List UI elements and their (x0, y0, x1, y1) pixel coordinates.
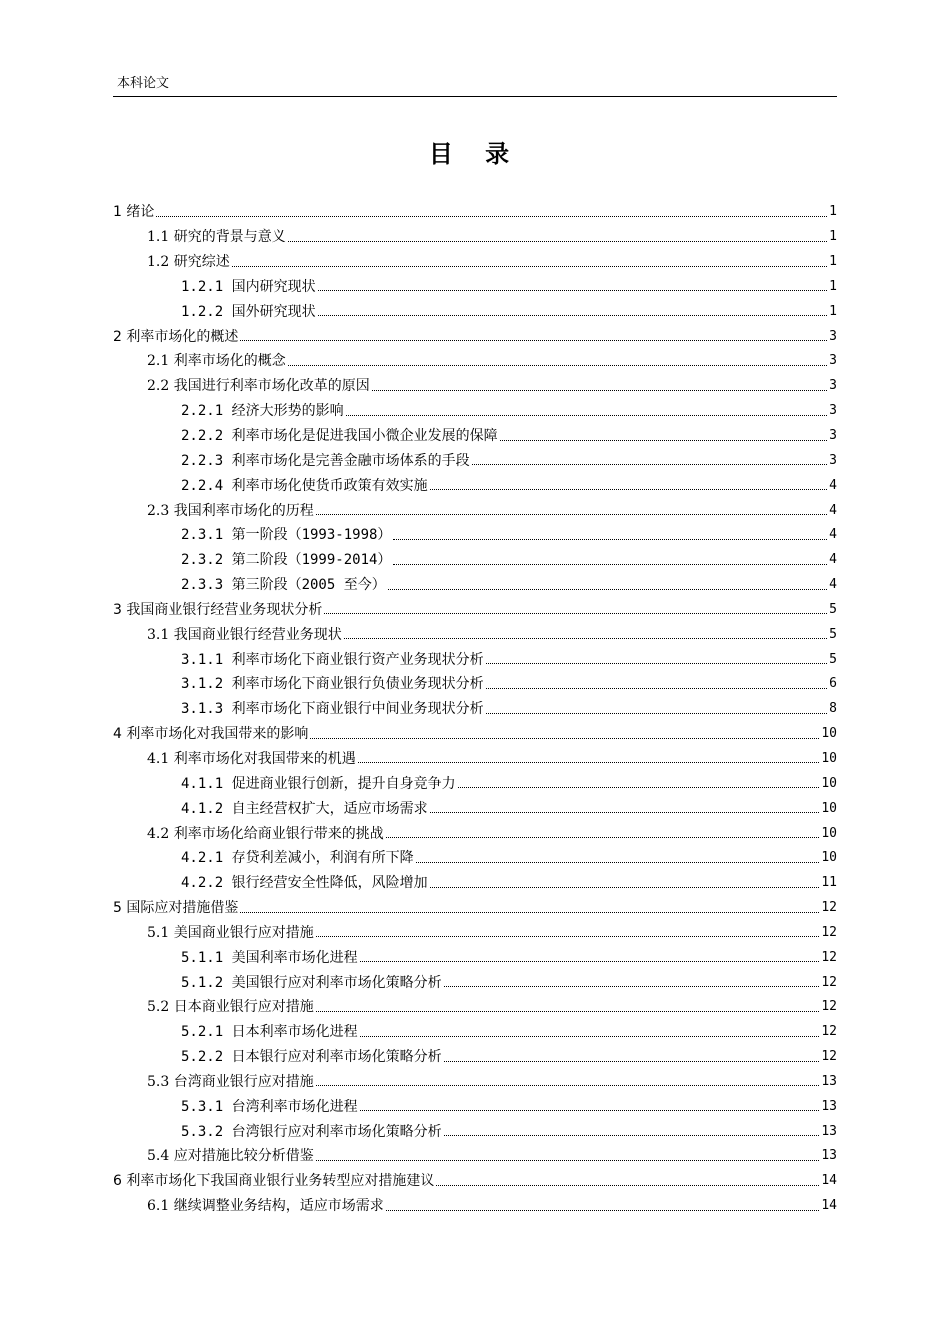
toc-entry-page-number: 10 (821, 850, 837, 866)
toc-entry[interactable] (113, 896, 837, 921)
toc-entry-page-number: 14 (821, 1198, 837, 1214)
toc-dot-leader (358, 762, 820, 763)
toc-entry[interactable] (113, 399, 837, 424)
toc-entry-label: 2.2.2 利率市场化是促进我国小微企业发展的保障 (181, 428, 498, 445)
toc-entry-page-number: 5 (829, 626, 837, 642)
toc-entry[interactable] (113, 846, 837, 871)
toc-dot-leader (316, 514, 827, 515)
toc-entry-label: 5.1.1 美国利率市场化进程 (181, 949, 358, 966)
toc-entry-page-number: 3 (829, 403, 837, 419)
toc-entry[interactable] (113, 622, 837, 647)
toc-dot-leader (436, 1185, 819, 1186)
toc-entry[interactable] (113, 871, 837, 896)
toc-entry-page-number: 3 (829, 428, 837, 444)
toc-entry-page-number: 13 (821, 1073, 837, 1089)
toc-entry[interactable] (113, 548, 837, 573)
toc-dot-leader (386, 1210, 820, 1211)
toc-entry-label: 1.2.1 国内研究现状 (181, 278, 316, 295)
toc-entry[interactable] (113, 1144, 837, 1169)
toc-entry[interactable] (113, 1119, 837, 1144)
toc-entry-page-number: 8 (829, 701, 837, 717)
toc-entry[interactable] (113, 1169, 837, 1194)
toc-entry[interactable] (113, 796, 837, 821)
toc-entry[interactable] (113, 250, 837, 275)
toc-entry[interactable] (113, 821, 837, 846)
toc-dot-leader (486, 663, 828, 664)
toc-entry[interactable] (113, 424, 837, 449)
toc-dot-leader (288, 365, 827, 366)
toc-entry-page-number: 6 (829, 676, 837, 692)
header-divider (113, 96, 837, 97)
toc-entry-label: 5.3.1 台湾利率市场化进程 (181, 1098, 358, 1115)
toc-entry[interactable] (113, 722, 837, 747)
toc-entry[interactable] (113, 672, 837, 697)
toc-entry-label: 2.3 我国利率市场化的历程 (147, 502, 314, 519)
toc-entry[interactable] (113, 995, 837, 1020)
toc-entry-label: 6.1 继续调整业务结构，适应市场需求 (147, 1198, 384, 1215)
toc-entry[interactable] (113, 920, 837, 945)
toc-entry-label: 5.1.2 美国银行应对利率市场化策略分析 (181, 974, 442, 991)
toc-entry[interactable] (113, 225, 837, 250)
toc-dot-leader (430, 887, 820, 888)
toc-entry[interactable] (113, 498, 837, 523)
toc-dot-leader (360, 1036, 820, 1037)
toc-entry[interactable] (113, 324, 837, 349)
toc-dot-leader (444, 1061, 820, 1062)
toc-dot-leader (486, 688, 828, 689)
toc-entry[interactable] (113, 448, 837, 473)
toc-entry[interactable] (113, 1094, 837, 1119)
toc-entry-label: 3.1.3 利率市场化下商业银行中间业务现状分析 (181, 701, 484, 718)
toc-dot-leader (360, 961, 820, 962)
toc-entry-page-number: 10 (821, 800, 837, 816)
toc-dot-leader (386, 837, 820, 838)
toc-entry-label: 4.1 利率市场化对我国带来的机遇 (147, 750, 356, 767)
toc-entry[interactable] (113, 771, 837, 796)
toc-entry-label: 1.2.2 国外研究现状 (181, 303, 316, 320)
toc-entry-page-number: 13 (821, 1098, 837, 1114)
toc-entry-label: 5.1 美国商业银行应对措施 (147, 924, 314, 941)
toc-entry-page-number: 1 (829, 278, 837, 294)
toc-entry-page-number: 10 (821, 750, 837, 766)
toc-dot-leader (360, 1110, 820, 1111)
toc-entry-page-number: 5 (829, 651, 837, 667)
toc-entry-page-number: 12 (821, 924, 837, 940)
toc-entry-page-number: 4 (829, 552, 837, 568)
toc-entry-label: 2.1 利率市场化的概念 (147, 353, 286, 370)
toc-entry[interactable] (113, 349, 837, 374)
toc-entry-label: 4 利率市场化对我国带来的影响 (113, 726, 309, 743)
toc-entry-label: 6 利率市场化下我国商业银行业务转型应对措施建议 (113, 1173, 435, 1190)
toc-entry[interactable] (113, 299, 837, 324)
toc-entry-label: 2.3.3 第三阶段（2005 至今） (181, 577, 386, 594)
toc-entry[interactable] (113, 945, 837, 970)
toc-entry-label: 2.2.3 利率市场化是完善金融市场体系的手段 (181, 452, 470, 469)
toc-entry-label: 4.2.1 存贷利差减小，利润有所下降 (181, 850, 414, 867)
toc-dot-leader (288, 241, 827, 242)
toc-dot-leader (310, 738, 819, 739)
toc-entry[interactable] (113, 374, 837, 399)
toc-dot-leader (372, 390, 827, 391)
toc-dot-leader (232, 266, 827, 267)
toc-entry-label: 1.1 研究的背景与意义 (147, 229, 286, 246)
toc-entry-page-number: 3 (829, 328, 837, 344)
toc-entry-page-number: 11 (821, 875, 837, 891)
toc-entry-label: 5.4 应对措施比较分析借鉴 (147, 1148, 314, 1165)
toc-entry-label: 4.1.2 自主经营权扩大，适应市场需求 (181, 800, 428, 817)
toc-entry-label: 1 绪论 (113, 204, 155, 221)
toc-entry-page-number: 4 (829, 527, 837, 543)
toc-dot-leader (240, 340, 827, 341)
toc-entry[interactable] (113, 523, 837, 548)
toc-dot-leader (318, 290, 828, 291)
toc-entry[interactable] (113, 1045, 837, 1070)
toc-dot-leader (316, 1011, 820, 1012)
toc-entry-page-number: 1 (829, 204, 837, 220)
toc-entry-page-number: 4 (829, 502, 837, 518)
toc-entry-page-number: 5 (829, 601, 837, 617)
toc-entry-label: 3.1 我国商业银行经营业务现状 (147, 626, 342, 643)
table-of-contents (113, 200, 837, 1219)
toc-entry[interactable] (113, 1020, 837, 1045)
toc-dot-leader (316, 1160, 820, 1161)
toc-dot-leader (472, 464, 828, 465)
toc-entry-page-number: 12 (821, 1049, 837, 1065)
toc-entry-label: 1.2 研究综述 (147, 254, 230, 271)
toc-entry[interactable] (113, 647, 837, 672)
toc-dot-leader (416, 862, 820, 863)
toc-entry-label: 4.2.2 银行经营安全性降低，风险增加 (181, 875, 428, 892)
toc-entry-page-number: 4 (829, 577, 837, 593)
toc-entry-label: 2.2 我国进行利率市场化改革的原因 (147, 378, 370, 395)
toc-dot-leader (316, 936, 820, 937)
toc-entry-label: 5.3.2 台湾银行应对利率市场化策略分析 (181, 1123, 442, 1140)
toc-dot-leader (324, 613, 827, 614)
toc-entry-label: 2.3.2 第二阶段（1999-2014） (181, 552, 392, 569)
toc-entry[interactable] (113, 200, 837, 225)
toc-entry-page-number: 10 (821, 825, 837, 841)
toc-dot-leader (393, 539, 827, 540)
page-title: 目 录 (428, 140, 522, 168)
toc-entry-label: 5.2.2 日本银行应对利率市场化策略分析 (181, 1049, 442, 1066)
toc-entry-page-number: 1 (829, 254, 837, 270)
toc-entry-page-number: 4 (829, 477, 837, 493)
toc-entry-label: 5 国际应对措施借鉴 (113, 900, 239, 917)
toc-entry-label: 3.1.1 利率市场化下商业银行资产业务现状分析 (181, 651, 484, 668)
toc-dot-leader (430, 489, 828, 490)
toc-dot-leader (316, 1085, 820, 1086)
toc-entry-label: 5.3 台湾商业银行应对措施 (147, 1073, 314, 1090)
toc-entry-label: 4.1.1 促进商业银行创新，提升自身竞争力 (181, 775, 456, 792)
toc-dot-leader (444, 1135, 820, 1136)
toc-entry[interactable] (113, 473, 837, 498)
toc-entry-page-number: 3 (829, 353, 837, 369)
toc-dot-leader (156, 216, 827, 217)
toc-dot-leader (240, 912, 819, 913)
toc-entry-page-number: 13 (821, 1123, 837, 1139)
toc-entry-page-number: 12 (821, 949, 837, 965)
toc-entry-page-number: 3 (829, 378, 837, 394)
toc-dot-leader (458, 787, 820, 788)
toc-entry-page-number: 13 (821, 1148, 837, 1164)
toc-dot-leader (318, 315, 828, 316)
toc-entry-page-number: 10 (821, 726, 837, 742)
toc-entry-page-number: 1 (829, 229, 837, 245)
toc-dot-leader (500, 440, 828, 441)
toc-entry-page-number: 12 (821, 900, 837, 916)
toc-dot-leader (430, 812, 820, 813)
toc-entry[interactable] (113, 1194, 837, 1219)
toc-entry-label: 5.2.1 日本利率市场化进程 (181, 1024, 358, 1041)
toc-entry-page-number: 12 (821, 1024, 837, 1040)
toc-entry[interactable] (113, 970, 837, 995)
toc-dot-leader (346, 415, 828, 416)
toc-entry-page-number: 12 (821, 999, 837, 1015)
toc-entry[interactable] (113, 747, 837, 772)
toc-dot-leader (393, 564, 827, 565)
page-header: 本科论文 (117, 76, 170, 91)
toc-entry-page-number: 14 (821, 1173, 837, 1189)
toc-entry[interactable] (113, 1070, 837, 1095)
toc-dot-leader (388, 589, 827, 590)
toc-dot-leader (344, 638, 827, 639)
toc-dot-leader (444, 986, 820, 987)
toc-entry-page-number: 10 (821, 775, 837, 791)
toc-entry-label: 4.2 利率市场化给商业银行带来的挑战 (147, 825, 384, 842)
toc-entry-page-number: 12 (821, 974, 837, 990)
toc-entry-label: 2 利率市场化的概述 (113, 328, 239, 345)
toc-entry[interactable] (113, 697, 837, 722)
toc-entry-page-number: 1 (829, 303, 837, 319)
toc-entry-label: 2.2.4 利率市场化使货币政策有效实施 (181, 477, 428, 494)
toc-entry-page-number: 3 (829, 452, 837, 468)
toc-entry-label: 2.2.1 经济大形势的影响 (181, 403, 344, 420)
toc-entry-label: 5.2 日本商业银行应对措施 (147, 999, 314, 1016)
toc-entry-label: 2.3.1 第一阶段（1993-1998） (181, 527, 392, 544)
toc-entry[interactable] (113, 598, 837, 623)
toc-entry-label: 3 我国商业银行经营业务现状分析 (113, 601, 323, 618)
toc-entry[interactable] (113, 275, 837, 300)
toc-entry-label: 3.1.2 利率市场化下商业银行负债业务现状分析 (181, 676, 484, 693)
toc-entry[interactable] (113, 573, 837, 598)
toc-dot-leader (486, 713, 828, 714)
